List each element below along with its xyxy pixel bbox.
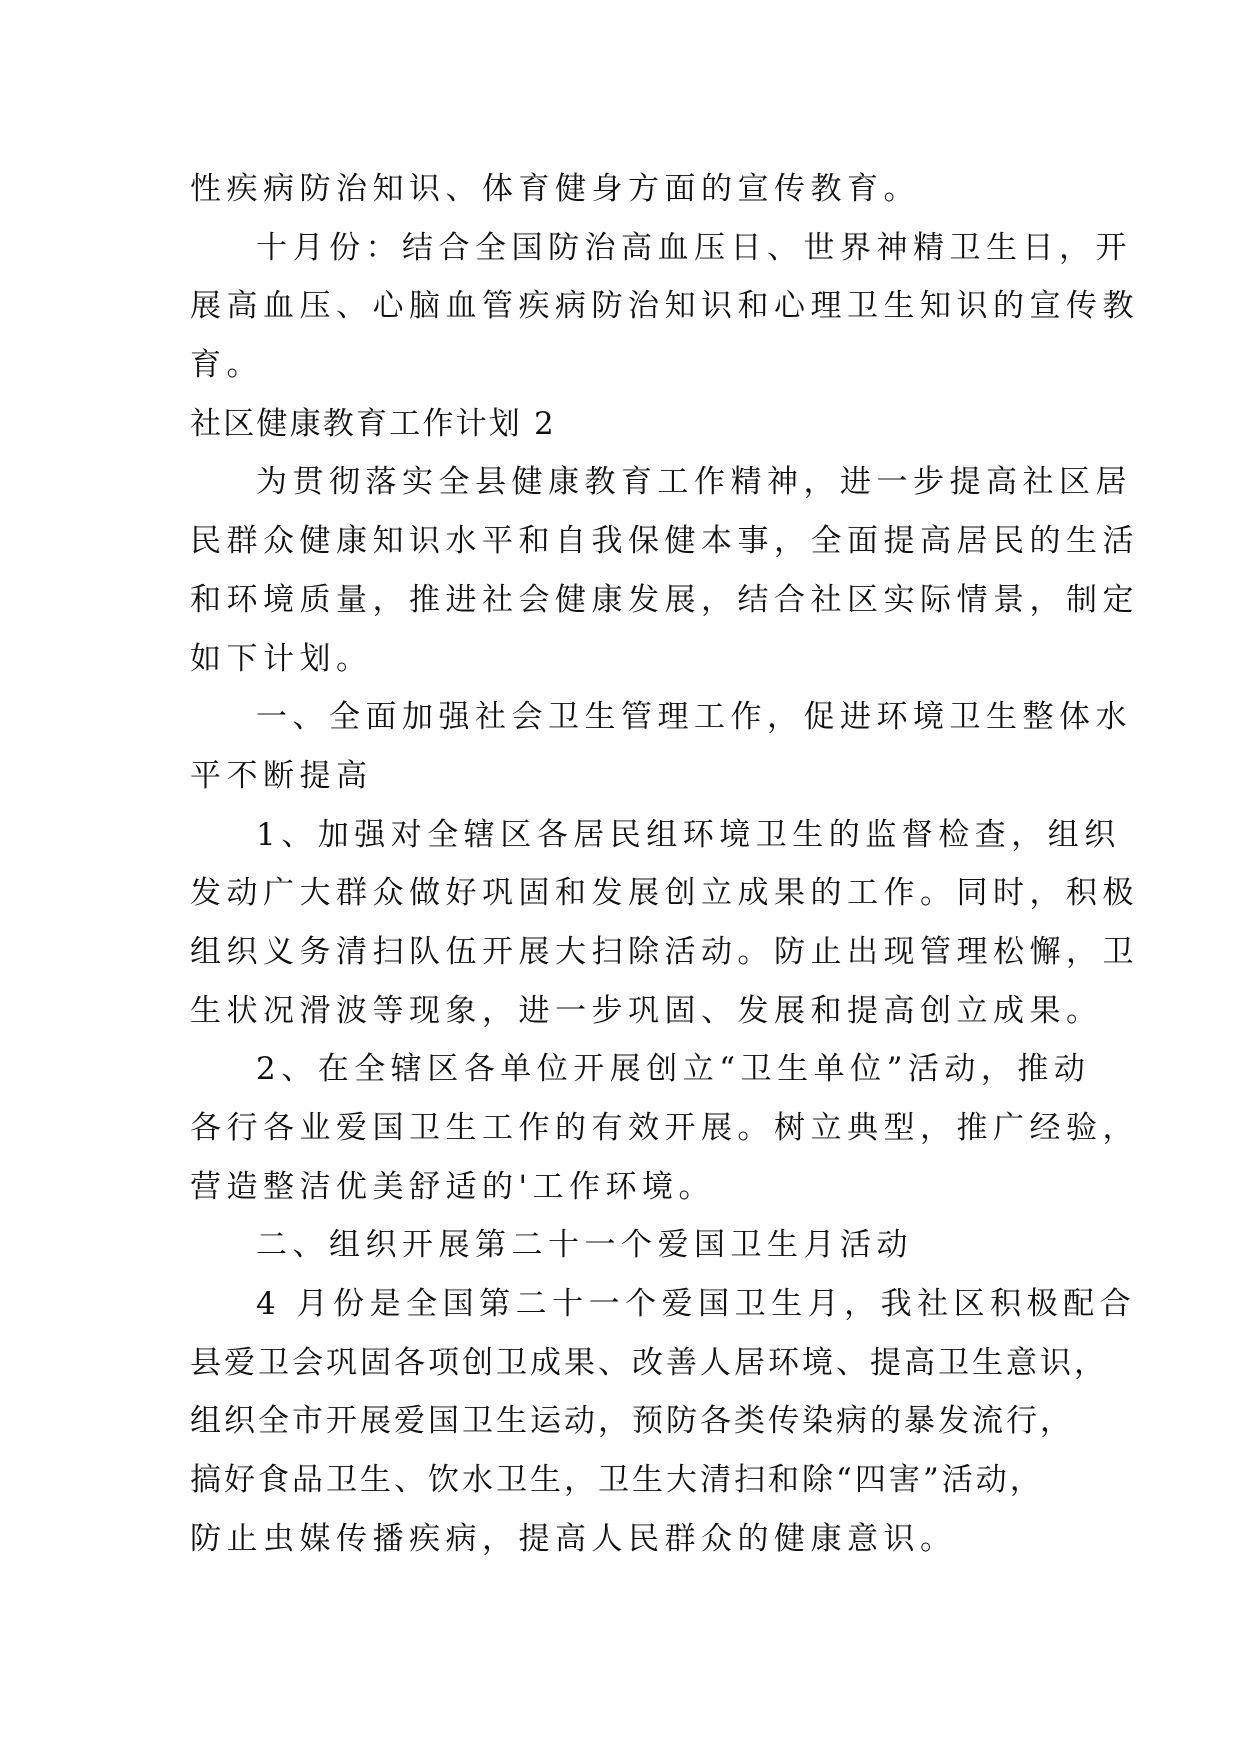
text-line: 组织义务清扫队伍开展大扫除活动。防止出现管理松懈，卫	[190, 933, 1139, 970]
text-line: 和环境质量，推进社会健康发展，结合社区实际情景，制定	[190, 581, 1139, 618]
text-line: 组织全市开展爱国卫生运动，预防各类传染病的暴发流行，	[190, 1403, 1074, 1440]
text-line: 搞好食品卫生、饮水卫生，卫生大清扫和除“四害”活动，	[190, 1462, 1044, 1499]
text-line: 育。	[190, 347, 263, 384]
section-heading: 社区健康教育工作计划 2	[190, 405, 556, 442]
text-line: 民群众健康知识水平和自我保健本事，全面提高居民的生活	[190, 523, 1139, 560]
text-line: 十月份：结合全国防治高血压日、世界神精卫生日，开	[256, 229, 1132, 266]
text-line: 防止虫媒传播疾病，提高人民群众的健康意识。	[190, 1520, 957, 1557]
text-line: 展高血压、心脑血管疾病防治知识和心理卫生知识的宣传教	[190, 288, 1139, 325]
text-line: 4 月份是全国第二十一个爱国卫生月，我社区积极配合	[256, 1286, 1137, 1323]
text-line: 一、全面加强社会卫生管理工作，促进环境卫生整体水	[256, 699, 1132, 736]
text-line: 2、在全辖区各单位开展创立“卫生单位”活动，推动	[256, 1051, 1091, 1088]
text-line: 县爱卫会巩固各项创卫成果、改善人居环境、提高卫生意识，	[190, 1344, 1108, 1381]
document-body	[190, 160, 1139, 1569]
text-line: 如下计划。	[190, 640, 373, 677]
text-line: 各行各业爱国卫生工作的有效开展。树立典型，推广经验，	[190, 1110, 1139, 1146]
text-line: 发动广大群众做好巩固和发展创立成果的工作。同时，积极	[190, 875, 1139, 912]
text-line: 性疾病防治知识、体育健身方面的宣传教育。	[190, 171, 920, 207]
text-line: 1、加强对全辖区各居民组环境卫生的监督检查，组织	[256, 816, 1121, 853]
text-line: 平不断提高	[190, 757, 373, 794]
text-line: 为贯彻落实全县健康教育工作精神，进一步提高社区居	[256, 464, 1132, 501]
text-line: 二、组织开展第二十一个爱国卫生月活动	[256, 1227, 913, 1264]
text-line: 生状况滑波等现象，进一步巩固、发展和提高创立成果。	[190, 992, 1103, 1029]
text-line: 营造整洁优美舒适的'工作环境。	[190, 1168, 716, 1205]
